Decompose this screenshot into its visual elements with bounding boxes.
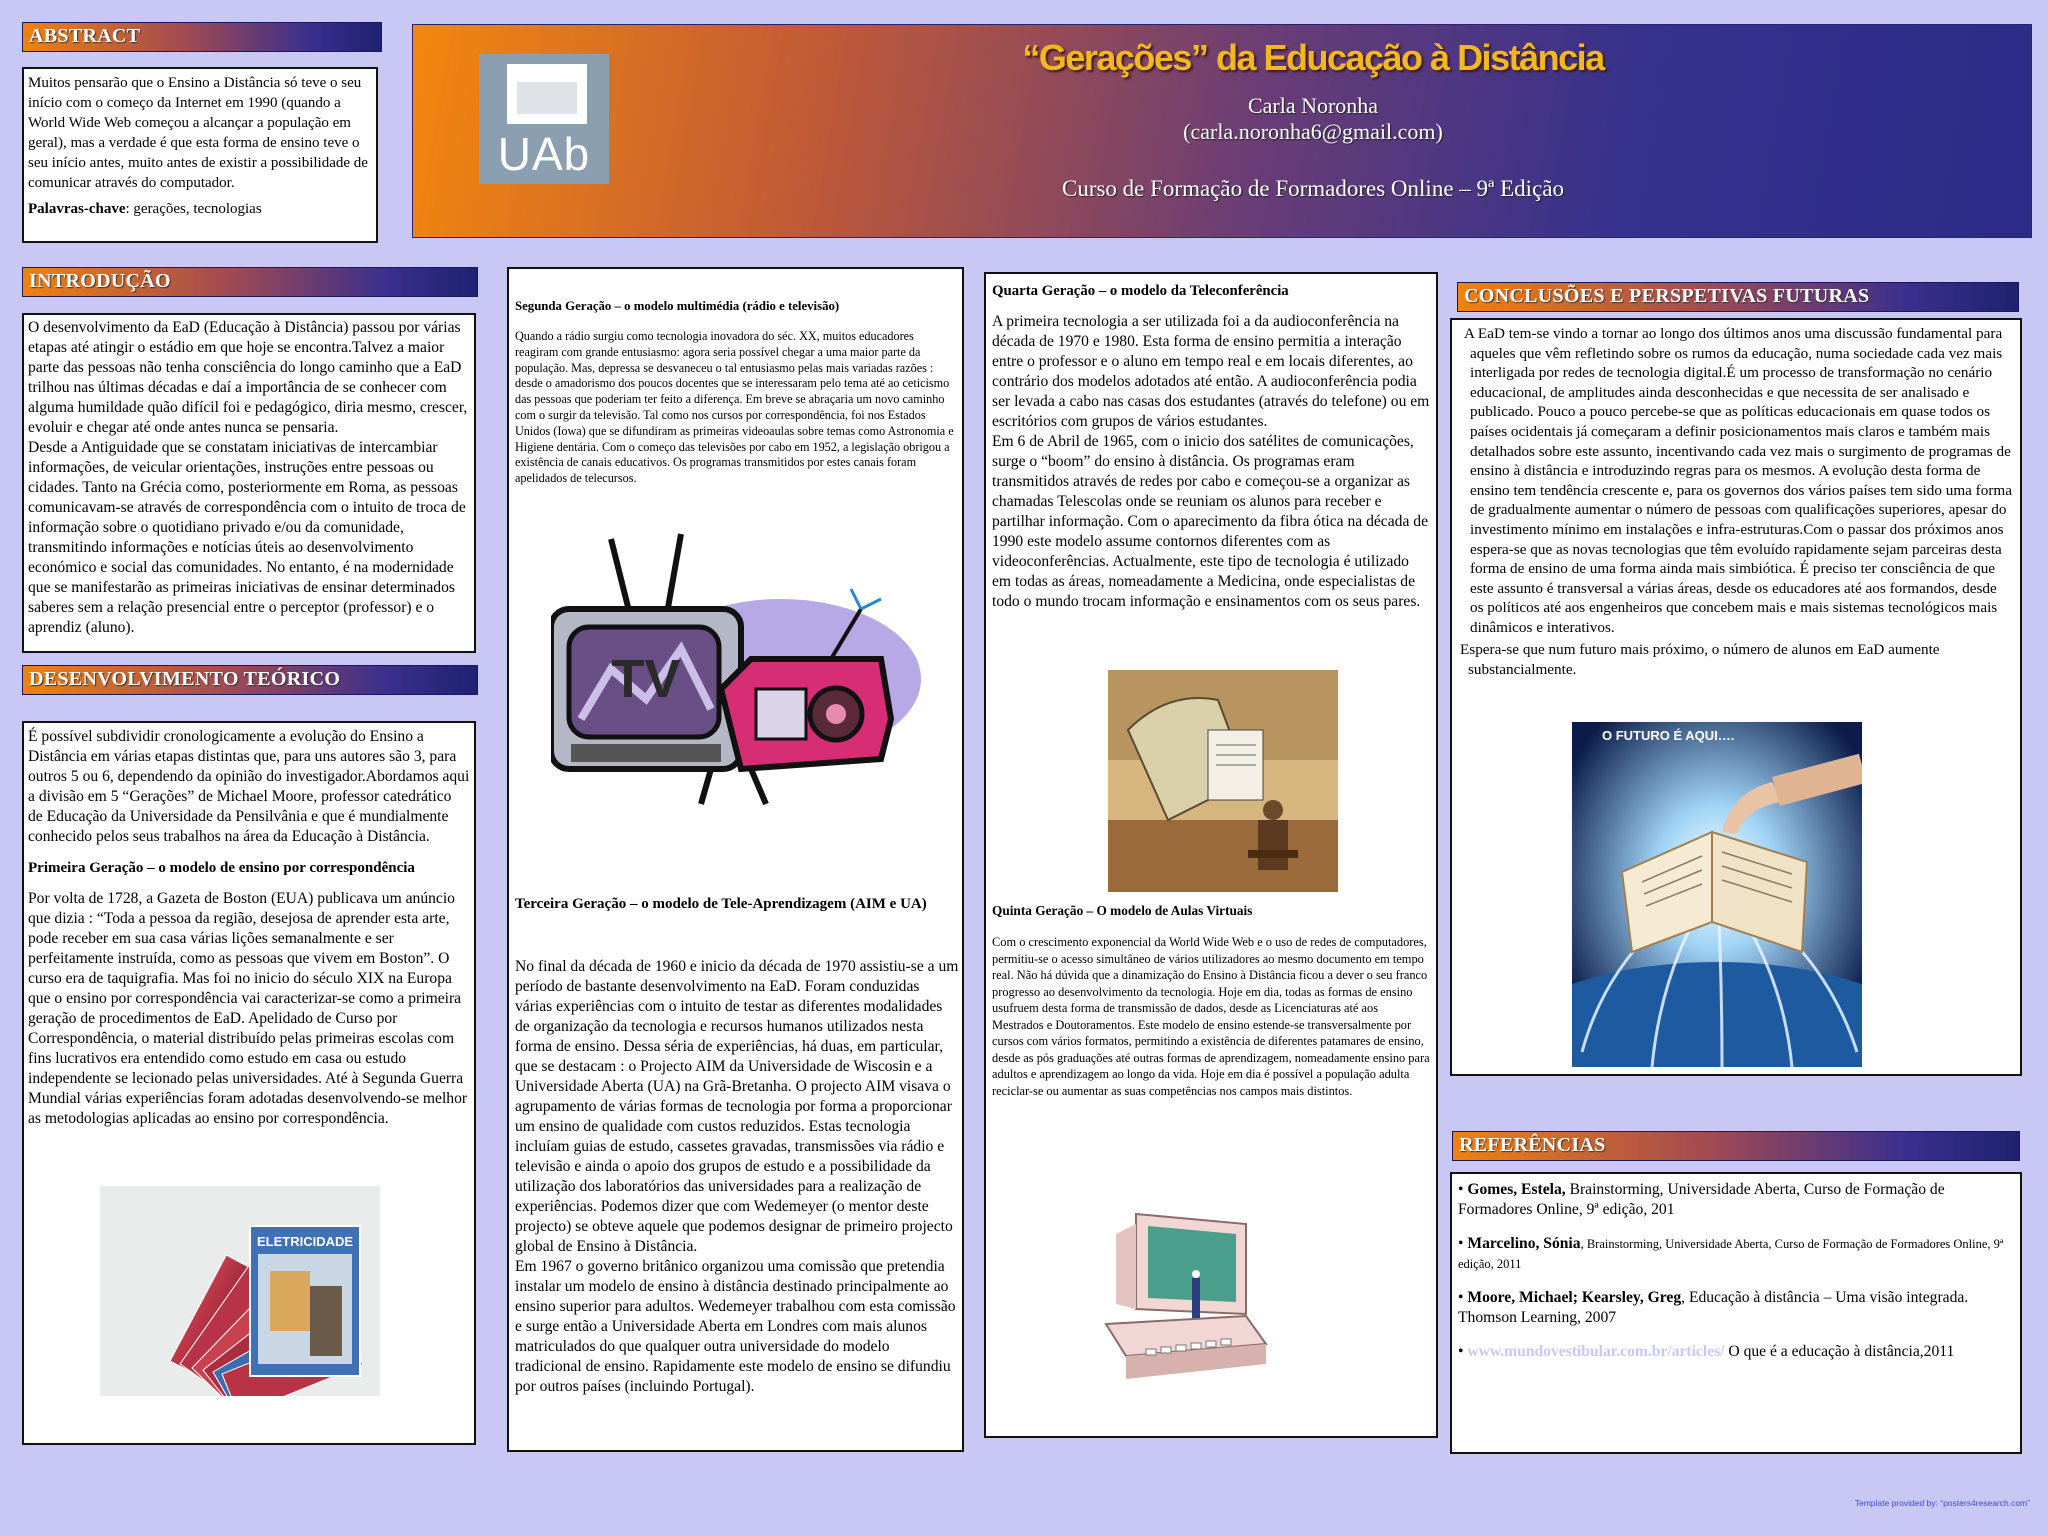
reference-item: • Marcelino, Sónia, Brainstorming, Universidade Aberta, Curso de Formação de Formadores Online, 9ª edição, 2011 bbox=[1458, 1235, 2004, 1271]
future-image bbox=[1572, 722, 1862, 1067]
tv-icon bbox=[551, 529, 931, 809]
segunda-geracao-text: Quando a rádio surgiu como tecnologia inovadora do séc. XX, muitos educadores reagiram com grande entusiasmo: agora seria possível chegar a uma maior parte da população. Mas, depressa se desvaneceu o tal entusiasmo pelas mais variadas razões : desde o amadorismo dos poucos docentes que se interessaram pelo tema até ao ceticismo das pessoas que poderiam ter feito a diferença. Em breve se abraçaria um novo caminho com o surgir da televisão. Tal como nos cursos por correspondência, foi nos Estados Unidos (Iowa) que se difundiram as primeiras videoaulas sobre temas como Astronomia e Higiene dentária. Com o começo das televisões por cabo em 1952, a legislação obrigou a existência de canais educativos. Os programas transmitidos por estes canais foram apelidados de telecursos. bbox=[515, 329, 954, 486]
desenvolvimento-box bbox=[22, 721, 476, 1445]
introducao-box bbox=[22, 313, 476, 653]
computer-icon bbox=[1096, 1204, 1276, 1394]
terceira-geracao-body bbox=[515, 957, 959, 1397]
book-cover-label: ELETRICIDADE bbox=[256, 1234, 354, 1249]
tv-illustration bbox=[551, 529, 931, 809]
course-name: Curso de Formação de Formadores Online – 9ª Edição bbox=[1061, 176, 1564, 201]
conclusoes-p1: A EaD tem-se vindo a tornar ao longo dos últimos anos uma discussão fundamental para aqueles que vêm refletindo sobre os rumos da educação, numa sociedade cada vez mais interligada por redes de tecnologia digital.É um processo de transformação no cenário educacional, de amplitudes ainda desconhecidas e que necessita de ser analisado e publicado. Pouco a pouco percebe-se que as políticas educacionais em quase todos os países ocidentais já começaram a definir posicionamentos mais claros e também mais detalhados sobre este assunto, incentivando cada vez mais o surgimento de programas de ensino à distância e introduzindo regras para os mesmos. A evolução desta forma de ensino tem tendência crescente e, para os governos dos vários países tem sido uma forma de gradualmente aumentar o número de pessoas com qualificações superiores, apesar do investimento mínimo em instalações e infra-estruturas.Com o passar dos próximos anos espera-se que as novas tecnologias que têm evoluído rapidamente sejam parceiras desta forma de ensino de uma forma ainda mais simbiótica. É preciso ter consciência de que este assunto é transversal a várias áreas, desde os educadores até aos formandos, desde os políticos até aos engenheiros que concebem mais e mais sistemas tecnológicos mais dinâmicos e interativos. bbox=[1464, 325, 2012, 636]
terceira-geracao-text: No final da década de 1960 e inicio da década de 1970 assistiu-se a um período de bastante desenvolvimento na EaD. Foram conduzidas várias experiências com o intuito de testar as diferentes modalidades de organização da tecnologia e recursos humanos utilizados nesta forma de ensino. Dessa séria de experiências, há duas, em particular, que se destacam : o Projecto AIM da Universidade de Wiscosin e a Universidade Aberta (UA) na Grã-Bretanha. O projecto AIM visava o agrupamento de várias formas de tecnologia por forma a proporcionar um ensino de qualidade com custos reduzidos. Estas tecnologia incluíam guias de estudo, cassetes gravadas, transmissões via rádio e televisão e ainda o apoio dos grupos de estudo e a possibilidade da utilização dos laboratórios das universidades para a realização de experiências. Podemos dizer que com Wedemeyer (o mentor deste projecto) se obteve aquele que podemos designar de primeiro projecto global de Ensino à Distância. bbox=[515, 958, 959, 1255]
future-book-icon bbox=[1572, 722, 1862, 1067]
abstract-keywords bbox=[28, 199, 372, 219]
reference-author: Moore, Michael; Kearsley, Greg bbox=[1467, 1289, 1682, 1306]
introducao-p2: Desde a Antiguidade que se constatam iniciativas de intercambiar informações, de veicular orientações, instruções entre pessoas ou cidades. Tanto na Grécia como, posteriormente em Roma, as pessoas comunicavam-se através de correspondência com o intuito de troca de informação sobre o quotidiano privado e/ou da comunidade, transmitindo informações e notícias úteis ao desenvolvimento económico e social das comunidades. No entanto, é na modernidade que se manifestarão as primeiras iniciativas de ensinar determinados saberes sem a relação presencial entre o perceptor (professor) e o aprendiz (aluno). bbox=[28, 439, 466, 636]
reference-author: Gomes, Estela, bbox=[1467, 1181, 1566, 1198]
terceira-geracao-title: Terceira Geração – o modelo de Tele-Aprendizagem (AIM e UA) bbox=[515, 896, 927, 912]
quarta-geracao-text2: Em 6 de Abril de 1965, com o inicio dos satélites de comunicações, surge o “boom” do ensino à distância. Os programas eram transmitidos através de redes por cabo e começou-se a organizar as chamadas Telescolas onde se reuniam os alunos para receber e partilhar informação. Com o aparecimento da fibra ótica na década de 1990 este modelo assume contornos diferentes com as videoconferências. Actualmente, este tipo de tecnologia é utilizado em todas as áreas, nomeadamente a Medicina, onde especialistas de todo o mundo trocam informação e ensinamentos com os seus pares. bbox=[992, 433, 1428, 610]
keywords-label: Palavras-chave bbox=[28, 201, 126, 217]
conclusoes-box bbox=[1450, 318, 2022, 1076]
logo-text: UAb bbox=[497, 128, 591, 180]
teleconference-icon bbox=[1108, 670, 1338, 892]
quinta-geracao-text: Com o crescimento exponencial da World Wide Web e o uso de redes de computadores, permitiu-se o acesso simultâneo de vários utilizadores ao mesmo documento em tempo real. Não há dúvida que a dinamização do Ensino à Distância ficou a dever o seu franco progresso ao desenvolvimento da tecnologia. Hoje em dia, todas as formas de ensino usufruem desta forma de transmissão de dados, desde as Licenciaturas até aos Mestrados e Doutoramentos. Este modelo de ensino estende-se transversalmente por cursos com vários formatos, permitindo a existência de diferentes patamares de ensino, desde as pós graduações até outras formas de aprendizagem, nomeadamente ensino para adultos e aprendizagem ao longo da vida. Hoje em dia é possível a população adulta reciclar-se ou aumentar as suas competências nos campos mais distintos. bbox=[992, 935, 1430, 1098]
reference-detail: , Brainstorming, Universidade Aberta, Curso de Formação de Formadores Online, 9ª edição, 2011 bbox=[1458, 1237, 2004, 1271]
reference-detail: , Educação à distância – Uma visão integrada. Thomson Learning, 2007 bbox=[1458, 1289, 1969, 1326]
desenvolvimento-p1: É possível subdividir cronologicamente a evolução do Ensino a Distância em várias etapas distintas que, para uns autores são 3, para outros 5 ou 6, dependendo da opinião do investigador.Abordamos aqui a divisão em 5 “Gerações” de Michael Moore, professor catedrático de Educação da Universidade da Pensilvânia e que é mundialmente conhecido pelos seus trabalhos na área da Educação à Distância. bbox=[28, 728, 470, 845]
referencias-heading: REFERÊNCIAS bbox=[1452, 1131, 2020, 1161]
tv-screen-label: TV bbox=[611, 649, 681, 709]
correspondence-books-icon bbox=[100, 1186, 380, 1396]
column3-box bbox=[984, 272, 1438, 1438]
introducao-heading: INTRODUÇÃO bbox=[22, 267, 478, 297]
conclusoes-p2: Espera-se que num futuro mais próximo, o número de alunos em EaD aumente substancialmente. bbox=[1460, 640, 1940, 678]
logo-window-pane bbox=[517, 82, 577, 114]
abstract-heading: ABSTRACT bbox=[22, 22, 382, 52]
segunda-geracao-title: Segunda Geração – o modelo multimédia (rádio e televisão) bbox=[515, 299, 840, 313]
poster-title: “Gerações” da Educação à Distância bbox=[1022, 37, 1604, 78]
template-credit: Template provided by: “posters4research.com” bbox=[1854, 1498, 2030, 1508]
desenvolvimento-heading: DESENVOLVIMENTO TEÓRICO bbox=[22, 665, 478, 695]
reference-author: Marcelino, Sónia bbox=[1467, 1235, 1581, 1252]
uab-logo bbox=[479, 54, 609, 184]
computer-image bbox=[1096, 1204, 1276, 1394]
introducao-p1: O desenvolvimento da EaD (Educação à Distância) passou por várias etapas até atingir o estádio em que hoje se encontra.Talvez a maior parte das pessoas não tenha consciência do longo caminho que a EaD trilhou nas últimas décadas e daí a importância de se conhecer com alguma humildade quão difícil foi e pedagógico, diria mesmo, crescer, evoluir e chegar até onde antes nunca se pensaria. bbox=[28, 319, 468, 436]
title-banner bbox=[412, 24, 2032, 238]
quarta-geracao-title: Quarta Geração – o modelo da Teleconferência bbox=[992, 283, 1289, 299]
future-image-caption: O FUTURO É AQUI…. bbox=[1602, 728, 1735, 743]
quarta-geracao-text: A primeira tecnologia a ser utilizada foi a da audioconferência na década de 1970 e 1980. Esta forma de ensino permitia a interação entre o professor e o aluno em tempo real e em locais diferentes, ao contrário dos modelos adotados até então. A audioconferência podia ser levada a cabo nas casas dos estudantes (através do telefone) ou em escritórios com grupos de vários estudantes. bbox=[992, 313, 1430, 430]
abstract-box bbox=[22, 67, 378, 243]
teleconference-image bbox=[1108, 670, 1338, 892]
referencias-box bbox=[1450, 1172, 2022, 1454]
author-name: Carla Noronha bbox=[1247, 93, 1379, 118]
abstract-text: Muitos pensarão que o Ensino a Distância só teve o seu início com o começo da Internet em 1990 (quando a World Wide Web começou a alcançar a população em geral), mas a verdade é que esta forma de ensino teve o seu início antes, muito antes de existir a possibilidade de comunicar através do computador. bbox=[28, 75, 368, 191]
reference-item: • Gomes, Estela, Brainstorming, Universidade Aberta, Curso de Formação de Formadores Online, 9ª edição, 201 bbox=[1458, 1181, 1945, 1218]
reference-detail: Brainstorming, Universidade Aberta, Curso de Formação de Formadores Online, 9ª edição, 201 bbox=[1458, 1181, 1945, 1218]
keywords-value: : gerações, tecnologias bbox=[125, 201, 262, 217]
primeira-geracao-text: Por volta de 1728, a Gazeta de Boston (EUA) publicava um anúncio que dizia : “Toda a pessoa da região, desejosa de aprender esta arte, pode receber em sua casa várias lições semanalmente e ser perfeitamente instruída, como as pessoas que vivem em Boston”. O curso era de taquigrafia. Mas foi no inicio do século XIX na Europa que o ensino por correspondência vai caracterizar-se como a primeira geração de procedimentos de EaD. Apelidado de Curso por Correspondência, o material distribuído pelas primeiras escolas com fins lucrativos era entendido como estudo em casa ou estudo independente se lecionado pelas universidades. Até à Segunda Guerra Mundial várias experiências foram adotadas desenvolvendo-se melhor as metodologias aplicadas ao ensino por correspondência. bbox=[28, 890, 468, 1127]
terceira-geracao-text2: Em 1967 o governo britânico organizou uma comissão que pretendia instalar um modelo de ensino à distância destinado principalmente ao ensino superior para adultos. Wedemeyer trabalhou com esta comissão e surge então a Universidade Aberta em Londres com mais alunos matriculados do que qualquer outra universidade do modelo tradicional de ensino. Rapidamente este modelo de ensino se difundiu por outros países (incluindo Portugal). bbox=[515, 1258, 956, 1395]
reference-detail: O que é a educação à distância,2011 bbox=[1724, 1343, 1955, 1360]
reference-item: • Moore, Michael; Kearsley, Greg, Educação à distância – Uma visão integrada. Thomson Learning, 2007 bbox=[1458, 1289, 1969, 1326]
books-image bbox=[100, 1186, 380, 1396]
reference-item: • www.mundovestibular.com.br/articles/ O que é a educação à distância,2011 bbox=[1458, 1343, 1955, 1360]
column2-box bbox=[507, 267, 964, 1452]
author-email: (carla.noronha6@gmail.com) bbox=[1183, 119, 1443, 144]
conclusoes-heading: CONCLUSÕES E PERSPETIVAS FUTURAS bbox=[1457, 282, 2019, 312]
quinta-geracao-title: Quinta Geração – O modelo de Aulas Virtuais bbox=[992, 903, 1253, 918]
primeira-geracao-title: Primeira Geração – o modelo de ensino por correspondência bbox=[28, 860, 415, 876]
reference-link[interactable]: www.mundovestibular.com.br/articles/ bbox=[1467, 1343, 1725, 1360]
